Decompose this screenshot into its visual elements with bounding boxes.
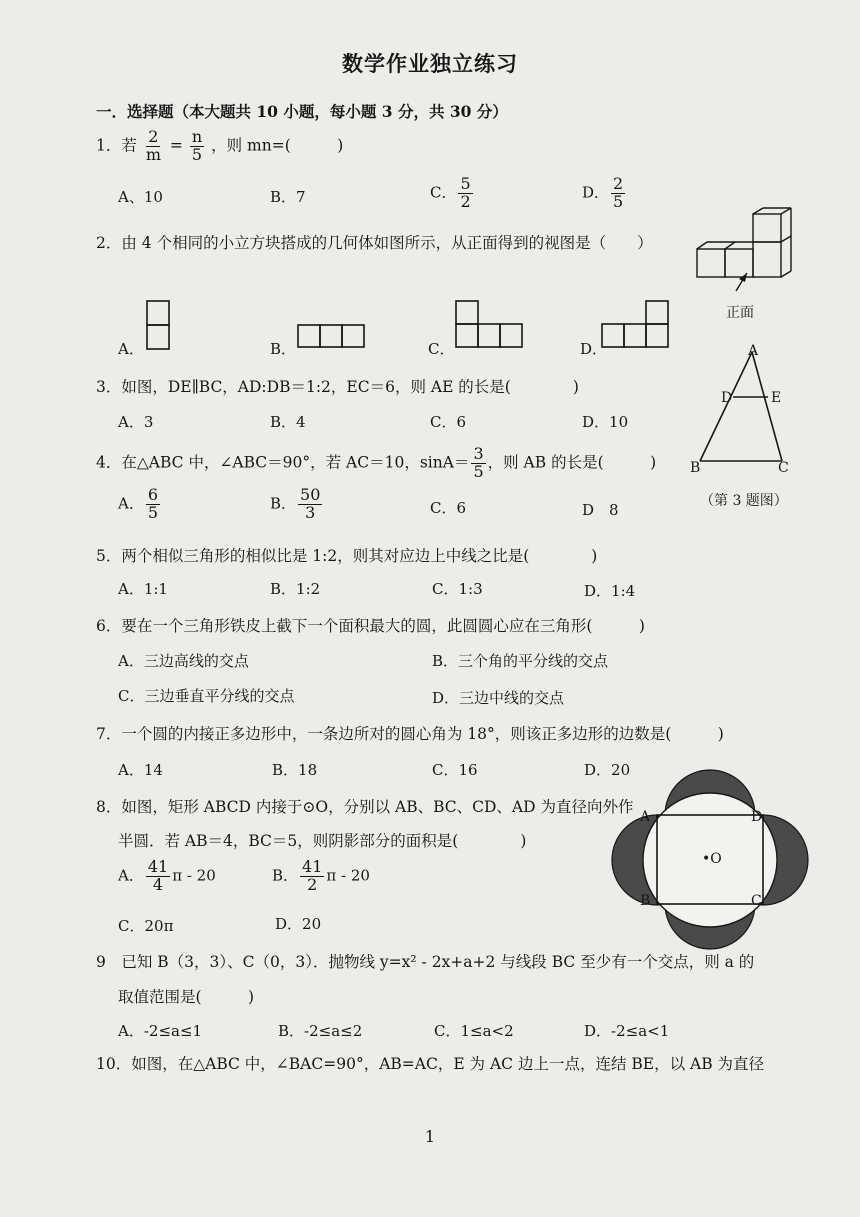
q8-point-b: B xyxy=(640,893,651,909)
q2-option-a-figure xyxy=(146,300,172,354)
q3-option-c: C．6 xyxy=(430,413,467,431)
q9-option-b: B．-2≤a≤2 xyxy=(278,1022,363,1040)
q1-option-c: C． $\frac{5}{2}$ xyxy=(430,174,471,211)
question-8-line-2: 半圆．若 AB＝4，BC＝5，则阴影部分的面积是( ) xyxy=(118,832,527,850)
question-4 xyxy=(96,446,656,481)
q2-option-c-label: C． xyxy=(428,340,455,358)
q3-option-b: B．4 xyxy=(270,413,306,431)
q6-option-a: A．三边高线的交点 xyxy=(118,652,249,670)
q8-point-c: C xyxy=(751,893,762,909)
q3-triangle-figure xyxy=(690,340,800,470)
q7-option-a: A．14 xyxy=(118,761,163,779)
q2-option-d-label: D． xyxy=(580,340,608,358)
q3-caption: （第 3 题图） xyxy=(700,493,788,509)
q8-point-a: A xyxy=(640,809,651,825)
q7-option-b: B．18 xyxy=(272,761,318,779)
q1-prefix: 1．若 xyxy=(96,136,137,155)
q4-fraction: $\frac{3}{5}$ xyxy=(473,444,484,481)
q6-option-b: B．三个角的平分线的交点 xyxy=(432,652,609,670)
q8-option-a: A． $\frac{41}{4}$ π - 20 xyxy=(118,857,216,894)
q5-option-b: B．1:2 xyxy=(270,580,321,598)
question-2: 2．由 4 个相同的小立方块搭成的几何体如图所示，从正面得到的视图是（ ） xyxy=(96,234,653,252)
q8-option-c: C．20π xyxy=(118,917,174,935)
q8-point-d: D xyxy=(751,809,763,825)
q7-option-d: D．20 xyxy=(584,761,631,779)
q4-tail: ，则 AB 的长是( ) xyxy=(487,453,657,472)
question-8-line-1: 8．如图，矩形 ABCD 内接于⊙O，分别以 AB、BC、CD、AD 为直径向外作 xyxy=(96,798,634,816)
q3-point-c: C xyxy=(778,460,789,476)
q4-option-b: B． $\frac{50}{3}$ xyxy=(270,485,321,522)
q4-option-c: C．6 xyxy=(430,499,467,517)
q6-option-c: C．三边垂直平分线的交点 xyxy=(118,687,295,705)
q3-point-b: B xyxy=(690,460,701,476)
question-9-line-2: 取值范围是( ) xyxy=(118,988,255,1006)
q9-option-d: D．-2≤a<1 xyxy=(584,1022,670,1040)
question-3: 3．如图，DE∥BC，AD:DB＝1:2，EC＝6，则 AE 的长是( ) xyxy=(96,378,579,396)
page-title: 数学作业独立练习 xyxy=(342,51,518,76)
question-9-line-1: 9 已知 B（3，3）、C（0，3）．抛物线 y=x² - 2x+a+2 与线段 BC 至少有一个交点，则 a 的 xyxy=(96,953,755,971)
q3-point-e: E xyxy=(771,390,782,406)
q2-option-c-figure xyxy=(455,300,527,350)
q5-option-d: D．1:4 xyxy=(584,582,636,600)
q2-option-d-figure xyxy=(601,300,673,350)
q1-option-b: B．7 xyxy=(270,188,306,206)
q4-option-a: A． $\frac{6}{5}$ xyxy=(118,485,159,522)
question-6: 6．要在一个三角形铁皮上截下一个面积最大的圆，此圆圆心应在三角形( ) xyxy=(96,617,645,635)
q2-front-label: 正面 xyxy=(726,305,754,321)
q6-option-d: D．三边中线的交点 xyxy=(432,689,565,707)
q3-point-d: D xyxy=(721,390,733,406)
q1-equals: = xyxy=(169,136,183,155)
section-heading: 一．选择题（本大题共 10 小题，每小题 3 分，共 30 分） xyxy=(96,102,508,121)
q4-text: 4．在△ABC 中，∠ABC＝90°，若 AC＝10，sinA＝ xyxy=(96,453,470,472)
q1-option-a: A、10 xyxy=(118,188,163,206)
q7-option-c: C．16 xyxy=(432,761,478,779)
question-5: 5．两个相似三角形的相似比是 1:2，则其对应边上中线之比是( ) xyxy=(96,547,598,565)
q5-option-c: C．1:3 xyxy=(432,580,483,598)
page-number: 1 xyxy=(424,1127,436,1146)
q1-fraction-1: $\frac{2}{m}$ xyxy=(145,127,161,164)
question-7: 7．一个圆的内接正多边形中，一条边所对的圆心角为 18°，则该正多边形的边数是( ) xyxy=(96,725,724,743)
q3-option-d: D．10 xyxy=(582,413,629,431)
q3-option-a: A．3 xyxy=(118,413,154,431)
q2-option-b-label: B． xyxy=(270,340,297,358)
q1-option-d: D． $\frac{2}{5}$ xyxy=(582,174,624,211)
question-10: 10．如图，在△ABC 中，∠BAC=90°，AB=AC，E 为 AC 边上一点，连结 BE，以 AB 为直径 xyxy=(96,1055,765,1073)
q8-option-b: B． $\frac{41}{2}$ π - 20 xyxy=(272,857,370,894)
q5-option-a: A．1:1 xyxy=(118,580,168,598)
q8-option-d: D．20 xyxy=(275,915,322,933)
question-1 xyxy=(96,129,343,164)
q2-cube-figure xyxy=(690,205,800,315)
q1-fraction-2: $\frac{n}{5}$ xyxy=(191,127,203,164)
q3-point-a: A xyxy=(748,343,759,359)
q9-option-c: C．1≤a<2 xyxy=(434,1022,514,1040)
q2-option-b-figure xyxy=(297,324,367,350)
q2-option-a-label: A． xyxy=(118,340,144,358)
q8-point-o: •O xyxy=(702,851,722,867)
q1-tail: ，则 mn=( ) xyxy=(211,136,344,155)
q4-option-d: D 8 xyxy=(582,501,619,519)
q9-option-a: A．-2≤a≤1 xyxy=(118,1022,203,1040)
